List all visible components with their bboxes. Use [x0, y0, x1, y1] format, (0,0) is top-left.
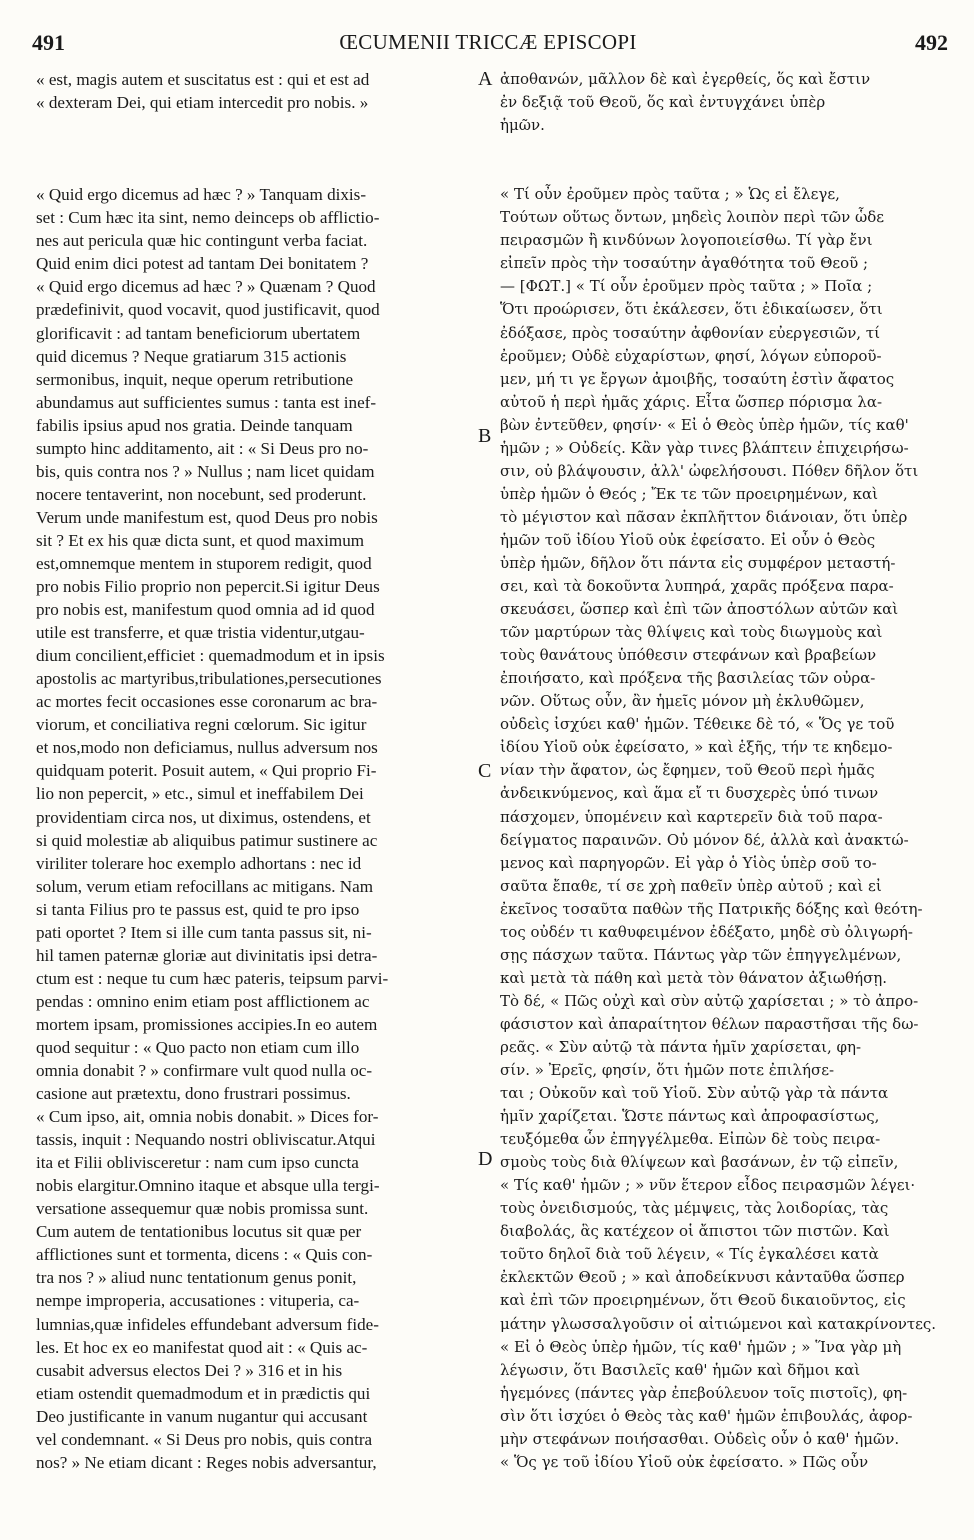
latin-text-line: etiam ostendit quemadmodum et in prædictis qui: [36, 1383, 371, 1403]
latin-text-line: « dexteram Dei, qui etiam intercedit pro nobis. »: [36, 93, 369, 113]
greek-text-line: ἐποιήσατο, καὶ πρόξενα τῆς βασιλείας τῶν οὐρα-: [500, 669, 876, 688]
latin-text-line: pro nobis Filio proprio non pepercit.Si igitur Deus: [36, 577, 380, 597]
latin-text-line: quidquam poterit. Posuit autem, « Qui proprio Fi-: [36, 761, 377, 781]
greek-text-line: τοῦτο δηλοῖ διὰ τοῦ λέγειν, « Τίς ἐγκαλέσει κατὰ: [500, 1245, 879, 1264]
latin-text-line: lumnias,quæ infideles effundebant adversum fide-: [36, 1314, 379, 1334]
greek-text-line: βὼν ἐντεῦθεν, φησίν· « Εἰ ὁ Θεὸς ὑπὲρ ἡμῶν, τίς καθ': [500, 415, 909, 434]
latin-text-line: casione aut prætextu, dono frustrari possimus.: [36, 1084, 351, 1104]
latin-text-line: Cum autem de tentationibus locutus sit quæ per: [36, 1222, 362, 1242]
latin-text-line: et nos,modo non deficiamus, nullus adversum nos: [36, 738, 378, 758]
greek-text-line: σιν, οὐ βλάψουσιν, ἀλλ' ὠφελήσουσι. Πόθεν δῆλον ὅτι: [500, 461, 919, 480]
latin-text-line: cusabit adversus electos Dei ? » 316 et in his: [36, 1360, 343, 1380]
running-title: ŒCUMENII TRICCÆ EPISCOPI: [339, 30, 637, 54]
greek-text-line: τευξόμεθα ὧν ἐπηγγέλμεθα. Εἰπὼν δὲ τοὺς πειρα-: [500, 1130, 881, 1149]
greek-text-line: μάτην γλωσσαλγοῦσιν οἱ αἰτιώμενοι καὶ κατακρίνοντες.: [500, 1314, 937, 1333]
greek-text-line: Τούτων οὕτως ὄντων, μηδεὶς λοιπὸν περὶ τῶν ὧδε: [500, 208, 885, 227]
greek-text-line: ἡμῶν τοῦ ἰδίου Υἱοῦ οὐκ ἐφείσατο. Εἰ οὖν ὁ Θεὸς: [500, 530, 876, 549]
greek-text-line: ἰδίου Υἱοῦ οὐκ ἐφείσατο, » καὶ ἑξῆς, τήν τε κηδεμο-: [500, 738, 893, 757]
page-number-right: 492: [915, 30, 948, 55]
paragraph-gap: [36, 137, 476, 160]
latin-text-line: fabilis ipsius apud nos gratia. Deinde tanquam: [36, 415, 353, 435]
greek-text-line: φάσιστον καὶ ἀπαραίτητον θέλων παραστῆσαι τῆς δω-: [500, 1014, 919, 1033]
greek-text-line: πειρασμῶν ἢ κινδύνων λογοποιείσθω. Τί γὰρ ἔνι: [500, 231, 873, 250]
latin-text-line: versatione assequemur quæ nobis promissa sunt.: [36, 1199, 369, 1219]
greek-text-line: πάσχομεν, ὑπομένειν καὶ καρτερεῖν διὰ τοῦ παρα-: [500, 807, 883, 826]
greek-text-line: ται ; Οὐκοῦν καὶ τοῦ Υἱοῦ. Σὺν αὐτῷ γὰρ τὰ πάντα: [500, 1084, 889, 1103]
latin-text-line: tra nos ? » aliud nunc tentationum genus ponit,: [36, 1268, 357, 1288]
latin-text-line: abundamus aut sufficientes sumus : tanta est inef-: [36, 392, 377, 412]
greek-text-line: σει, καὶ τὰ δοκοῦντα λυπηρά, χαρᾶς πρόξενα παρα-: [500, 577, 894, 596]
paragraph-gap: [36, 160, 476, 183]
greek-text-line: καὶ ἐπὶ τῶν προειρημένων, ὅτι Θεοῦ δικαιοῦντος, εἰς: [500, 1291, 906, 1310]
latin-text-line: les. Et hoc ex eo manifestat quod ait : « Quis ac-: [36, 1337, 368, 1357]
latin-text-line: nobis elargitur.Omnino itaque et absque ulla tergi-: [36, 1176, 380, 1196]
latin-text-line: providentiam circa nos, ut diximus, ostendens, et: [36, 807, 371, 827]
latin-text-line: mortem ipsam, promissiones accipies.In eo autem: [36, 1014, 378, 1034]
greek-text-line: ὑπὲρ ἡμῶν ὁ Θεός ; Ἔκ τε τῶν προειρημένων, καὶ: [500, 484, 878, 503]
greek-text-line: σῃς πάσχων ταῦτα. Πάντως γὰρ τῶν ἐπηγγελμένων,: [500, 945, 902, 964]
greek-text-line: « Ὅς γε τοῦ ἰδίου Υἱοῦ οὐκ ἐφείσατο. » Πῶς οὖν: [500, 1452, 869, 1471]
greek-text-line: σὶν ὅτι ἰσχύει ὁ Θεὸς τὰς καθ' ἡμῶν ἐπιβουλάς, ἀφορ-: [500, 1406, 913, 1425]
greek-text-line: « Εἰ ὁ Θεὸς ὑπὲρ ἡμῶν, τίς καθ' ἡμῶν ; » Ἵνα γὰρ μὴ: [500, 1337, 902, 1356]
greek-column: [500, 68, 940, 1474]
margin-letter-a: A: [478, 68, 493, 90]
latin-text-line: sit ? Et ex his quæ dicta sunt, et quod maximum: [36, 530, 365, 550]
greek-text-line: ἡμῖν χαρίζεται. Ὥστε πάντως καὶ ἀπροφασίστως,: [500, 1107, 880, 1126]
greek-text-line: ἡμῶν.: [500, 116, 545, 135]
latin-text-line: pendas : omnino enim etiam post afflictionem ac: [36, 991, 370, 1011]
latin-text-line: prædefinivit, quod vocavit, quod justificavit, quod: [36, 300, 380, 320]
latin-text-line: si quid molestiæ ab aliquibus patimur sustinere ac: [36, 830, 378, 850]
latin-text-line: « Quid ergo dicemus ad hæc ? » Tanquam dixis-: [36, 185, 367, 205]
latin-text-line: quid dicemus ? Neque gratiarum 315 actionis: [36, 346, 347, 366]
greek-text-line: σκευάσει, ὥσπερ καὶ ἐπὶ τῶν ἀποστόλων αὐτῶν καὶ: [500, 600, 899, 619]
greek-text-line: τοὺς ὀνειδισμούς, τὰς μέμψεις, τὰς λοιδορίας, τὰς: [500, 1199, 889, 1218]
latin-text-line: afflictiones sunt et tormenta, dicens : « Quis con-: [36, 1245, 373, 1265]
greek-text-line: μενος καὶ παρηγορῶν. Εἰ γὰρ ὁ Υἱὸς ὑπὲρ σοῦ το-: [500, 853, 877, 872]
latin-text-line: vel condemnant. « Si Deus pro nobis, quis contra: [36, 1429, 373, 1449]
greek-text-line: ἐκλεκτῶν Θεοῦ ; » καὶ ἀποδείκνυσι κἀνταῦθα ὥσπερ: [500, 1268, 905, 1287]
latin-text-line: nempe improperia, accusationes : vituperia, ca-: [36, 1291, 360, 1311]
greek-text-line: ἡμῶν ; » Οὐδείς. Κἂν γὰρ τινες βλάπτειν ἐπιχειρήσω-: [500, 438, 909, 457]
greek-text-line: τος οὐδέν τι καθυφειμένον ἐδέξατο, μηδὲ σὺ ὀλιγωρή-: [500, 922, 913, 941]
margin-letter-c: C: [478, 760, 492, 782]
latin-text-line: hil tamen paternæ gloriæ aut divinitatis ipsi detra-: [36, 945, 378, 965]
latin-text-line: Quid enim dici potest ad tantam Dei bonitatem ?: [36, 254, 369, 274]
greek-text-line: τοὺς θανάτους ὑπόθεσιν στεφάνων καὶ βραβείων: [500, 646, 877, 665]
latin-text-line: pati oportet ? Item si ille cum tanta passus sit, ni-: [36, 922, 372, 942]
latin-text-line: ctum est : neque tu cum hæc pateris, teipsum parvi-: [36, 968, 389, 988]
latin-text-line: sermonibus, inquit, neque operum retributione: [36, 369, 354, 389]
greek-text-line: μεν, μή τι γε ἔργων ἀμοιβῆς, τοσαύτη ἐστὶν ἄφατος: [500, 369, 895, 388]
paragraph-gap: [36, 114, 476, 137]
greek-text-line: Ὅτι προώρισεν, ὅτι ἐκάλεσεν, ὅτι ἐδικαίωσεν, ὅτι: [500, 300, 883, 319]
greek-text-line: μὴν στεφάνων ποιήσασθαι. Οὐδεὶς οὖν ὁ καθ' ἡμῶν.: [500, 1429, 900, 1448]
latin-text-line: apostolis ac martyribus,tribulationes,persecutiones: [36, 669, 382, 689]
latin-text-line: viorum, et conciliativa regni cœlorum. Sic igitur: [36, 715, 367, 735]
greek-text-line: καὶ μετὰ τὰ πάθη καὶ μετὰ τὸν θάνατον ἀξιωθήσῃ.: [500, 968, 888, 987]
greek-text-line: ἐροῦμεν; Οὐδὲ εὐχαρίστων, φησί, λόγων εὐποροῦ-: [500, 346, 882, 365]
greek-text-line: ἡγεμόνες (πάντες γὰρ ἐπεβούλευον τοῖς πιστοῖς), φη-: [500, 1383, 908, 1402]
latin-text-line: « Quid ergo dicemus ad hæc ? » Quænam ? Quod: [36, 277, 376, 297]
greek-text-line: τὸ μέγιστον καὶ πᾶσαν ἐκπλῆττον διάνοιαν, ὅτι ὑπὲρ: [500, 507, 908, 526]
greek-text-line: ἐν δεξιᾷ τοῦ Θεοῦ, ὅς καὶ ἐντυγχάνει ὑπὲρ: [500, 93, 826, 112]
latin-text-line: est,omnemque mentem in stuporem redigit, quod: [36, 553, 372, 573]
latin-text-line: glorificavit : ad tantam beneficiorum ubertatem: [36, 323, 361, 343]
page-header: [28, 30, 948, 60]
latin-text-line: omnia donabit ? » confirmare vult quod nulla oc-: [36, 1061, 373, 1081]
latin-text-line: « Cum ipso, ait, omnia nobis donabit. » Dices for-: [36, 1107, 379, 1127]
greek-text-line: σαῦτα ἔπαθε, τί σε χρὴ παθεῖν ὑπὲρ αὐτοῦ ; καὶ εἰ: [500, 876, 882, 895]
latin-text-line: ac mortes fecit occasiones esse coronarum ac bra-: [36, 692, 378, 712]
latin-text-line: dium concilient,efficiet : quemadmodum et in ipsis: [36, 646, 385, 666]
greek-text-line: Τὸ δέ, « Πῶς οὐχὶ καὶ σὺν αὐτῷ χαρίσεται ; » τὸ ἀπρο-: [500, 991, 919, 1010]
greek-text-line: « Τί οὖν ἐροῦμεν πρὸς ταῦτα ; » Ὡς εἰ ἔλεγε,: [500, 185, 840, 204]
latin-text-line: quod sequitur : « Quo pacto non etiam cum illo: [36, 1037, 360, 1057]
latin-text-line: pro nobis est, manifestum quod omnia ad id quod: [36, 600, 375, 620]
greek-text-line: οὐδεὶς ἰσχύει καθ' ἡμῶν. Τέθεικε δὲ τό, « Ὅς γε τοῦ: [500, 715, 895, 734]
latin-text-line: viriliter tolerare hoc exemplo adhortans : nec id: [36, 853, 362, 873]
latin-text-line: tassis, inquit : Nequando nostri obliviscatur.Atqui: [36, 1130, 376, 1150]
greek-text-line: δείγματος παραινῶν. Οὐ μόνον δέ, ἀλλὰ καὶ ἀνακτώ-: [500, 830, 909, 849]
greek-text-line: σίν. » Ἐρεῖς, φησίν, ὅτι ἡμῶν ποτε ἐπιλήσε-: [500, 1061, 835, 1080]
greek-text-line: ὑπὲρ ἡμῶν, δῆλον ὅτι πάντα εἰς συμφέρον μεταστή-: [500, 553, 896, 572]
greek-text-line: εἰπεῖν πρὸς τὴν τοσαύτην ἀγαθότητα τοῦ Θεοῦ ;: [500, 254, 869, 273]
margin-letter-d: D: [478, 1148, 493, 1170]
greek-text-line: νῶν. Οὕτως οὖν, ἂν ἡμεῖς μόνον μὴ ἐκλυθῶμεν,: [500, 692, 865, 711]
latin-text-line: « est, magis autem et suscitatus est : qui et est ad: [36, 70, 370, 89]
greek-text-line: διαβολάς, ἃς κατέχεον οἱ ἄπιστοι τῶν πιστῶν. Καὶ: [500, 1222, 890, 1241]
greek-text-line: ἐδόξασε, πρὸς τοσαύτην ἀφθονίαν εὐεργεσιῶν, τί: [500, 323, 881, 342]
latin-text-line: nes aut pericula quæ hic contingunt verba faciat.: [36, 231, 368, 251]
greek-text-line: τῶν μαρτύρων τὰς θλίψεις καὶ τοὺς διωγμοὺς καὶ: [500, 623, 883, 642]
latin-text-line: lio non pepercit, » etc., simul et ineffabilem Dei: [36, 784, 364, 804]
latin-text-line: Deo justificante in vanum nugantur qui accusant: [36, 1406, 368, 1426]
latin-text-line: bis, quis contra nos ? » Nullus ; nam licet quidam: [36, 461, 375, 481]
paragraph-gap: [500, 137, 940, 160]
greek-text-line: λέγωσιν, ὅτι Βασιλεῖς καθ' ἡμῶν καὶ δῆμοι καὶ: [500, 1360, 861, 1379]
greek-text-line: « Τίς καθ' ἡμῶν ; » νῦν ἕτερον εἶδος πειρασμῶν λέγει·: [500, 1176, 916, 1195]
margin-letter-b: B: [478, 425, 492, 447]
page-number-left: 491: [32, 30, 65, 55]
greek-text-line: — [ΦΩΤ.] « Τί οὖν ἐροῦμεν πρὸς ταῦτα ; » Ποῖα ;: [500, 277, 873, 296]
greek-text-line: αὐτοῦ ἡ περὶ ἡμᾶς χάρις. Εἶτα ὥσπερ πόρισμα λα-: [500, 392, 883, 411]
latin-text-line: nocere tentaverint, non nocebunt, sed proderunt.: [36, 484, 367, 504]
latin-text-line: nos? » Ne etiam dicant : Reges nobis adversantur,: [36, 1452, 377, 1472]
greek-text-line: ἀνδεικνύμενος, καὶ ἅμα εἴ τι δυσχερὲς ὑπό τινων: [500, 784, 879, 803]
latin-text-line: ita et Filii oblivisceretur : nam cum ipso cuncta: [36, 1153, 359, 1173]
greek-text-line: νίαν τὴν ἄφατον, ὡς ἔφημεν, τοῦ Θεοῦ περὶ ἡμᾶς: [500, 761, 875, 780]
latin-text-line: si tanta Filius pro te passus est, quid te pro ipso: [36, 899, 360, 919]
paragraph-gap: [500, 160, 940, 183]
latin-text-line: sumpto hinc additamento, ait : « Si Deus pro no-: [36, 438, 369, 458]
latin-column: [36, 68, 476, 1474]
latin-text-line: utile est transferre, et quæ tristia videntur,utgau-: [36, 623, 365, 643]
greek-text-line: σμοὺς τοὺς διὰ θλίψεων καὶ βασάνων, ἐν τῷ εἰπεῖν,: [500, 1153, 899, 1172]
greek-text-line: ἐκεῖνος τοσαῦτα παθὼν τῆς Πατρικῆς δόξης καὶ θεότη-: [500, 899, 923, 918]
latin-text-line: solum, verum etiam refocillans ac mitigans. Nam: [36, 876, 374, 896]
latin-text-line: Verum unde manifestum est, quod Deus pro nobis: [36, 507, 378, 527]
greek-text-line: ρεᾶς. « Σὺν αὐτῷ τὰ πάντα ἡμῖν χαρίσεται, φη-: [500, 1037, 862, 1056]
latin-text-line: set : Cum hæc ita sint, nemo deinceps ob afflictio-: [36, 208, 380, 228]
greek-text-line: ἀποθανών, μᾶλλον δὲ καὶ ἐγερθείς, ὅς καὶ ἔστιν: [500, 70, 871, 88]
